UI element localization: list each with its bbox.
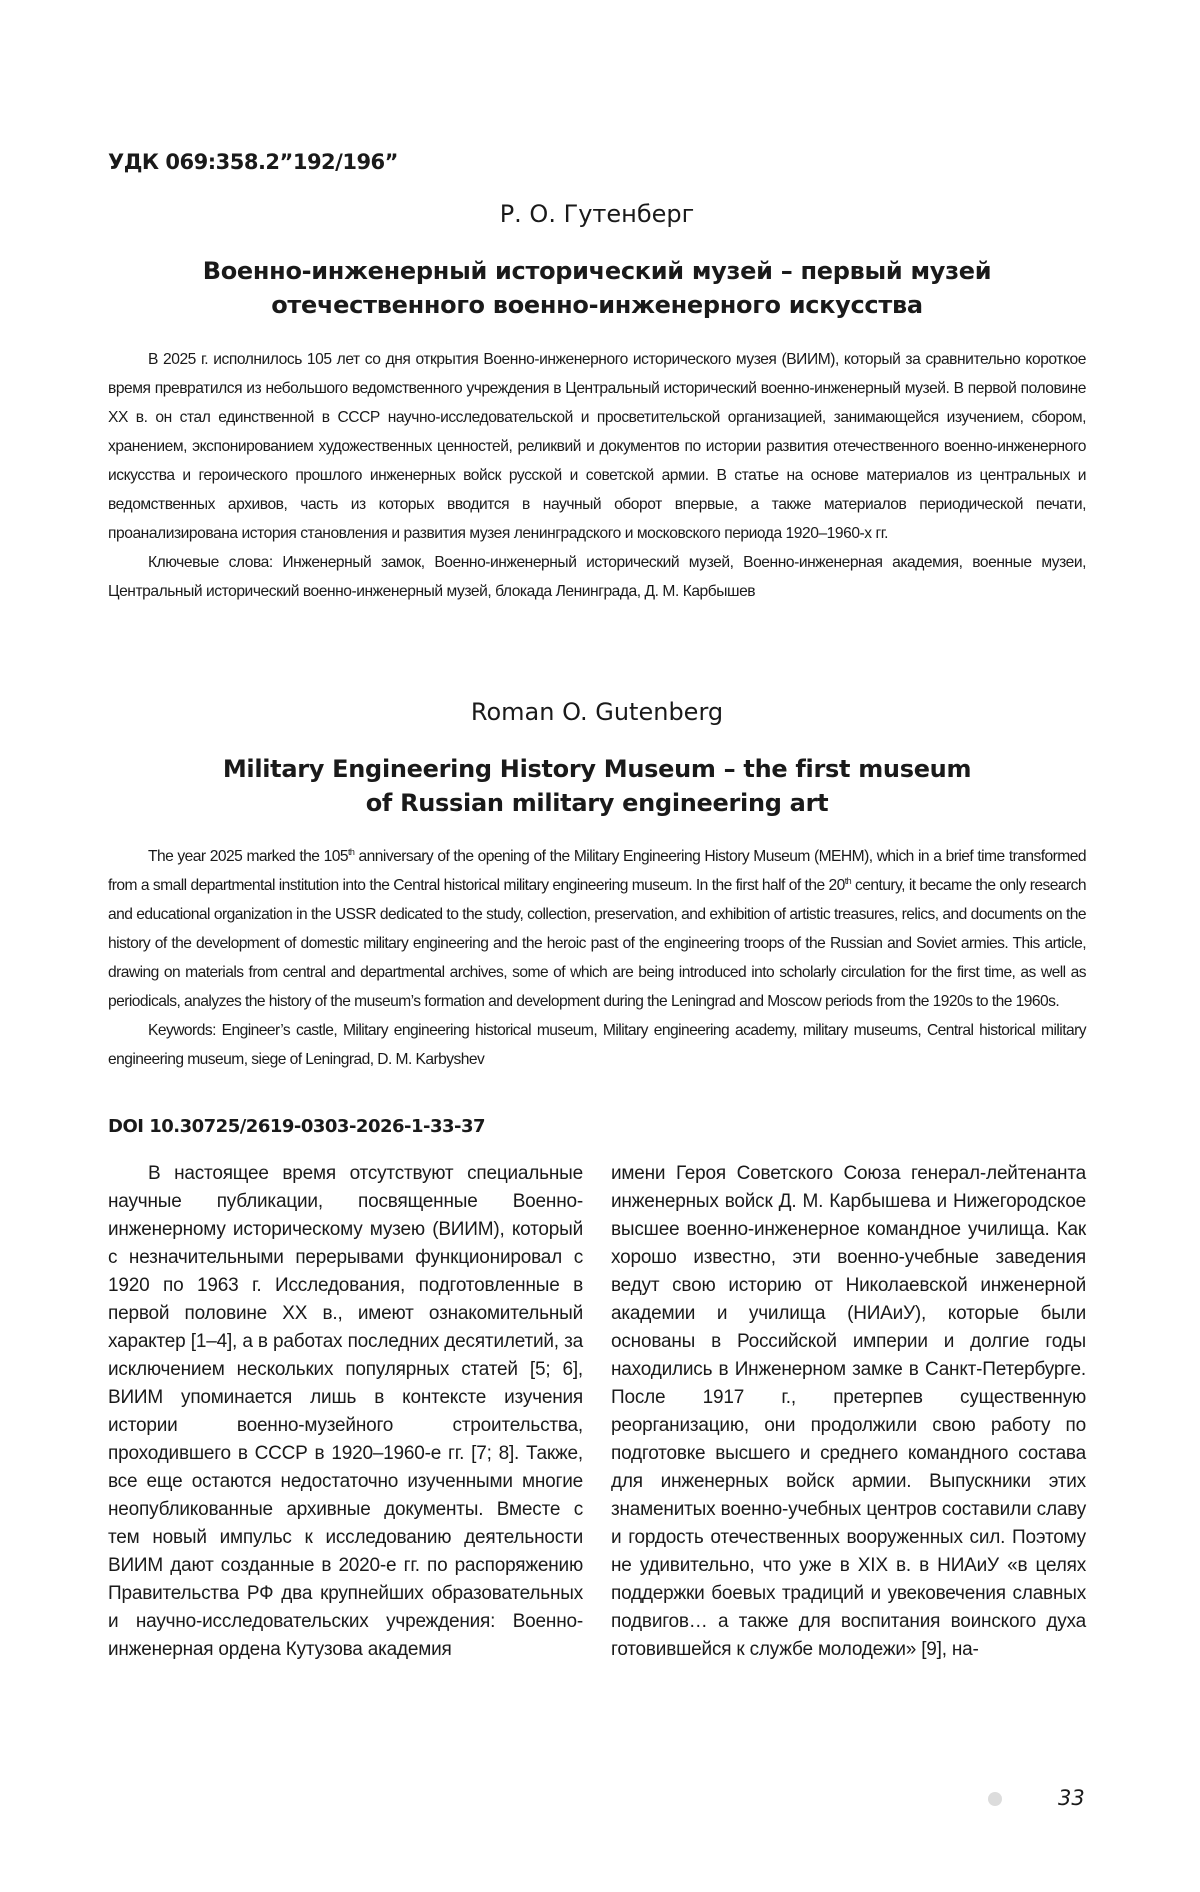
body-left-paragraph: В настоящее время отсутствуют специальные научные публикации, посвященные Военно-инженерному историческому музею (ВИИМ), который с незначительными перерывами функционировал с 1920 по 1963 г. Исследования, подготовленные в первой половине XX в., имеют ознакомительный характер [1–4], а в работах последних десятилетий, за исключением нескольких популярных статей [5; 6], ВИИМ упоминается лишь в контексте изучения истории военно-музейного строительства, проходившего в СССР в 1920–1960-е гг. [7; 8]. Также, все еще остаются недостаточно изученными многие неопубликованные архивные документы. Вместе с тем новый импульс к исследованию деятельности ВИИМ дают созданные в 2020-е гг. по распоряжению Правительства РФ два крупнейших образовательных и научно-исследовательских учреждения: Военно-инженерная ордена Кутузова академия [108,1163,583,1660]
abstract-ru [108,345,1086,606]
author-en: Roman O. Gutenberg [470,698,724,726]
title-en-line2: of Russian military engineering art [365,789,829,817]
title-ru-line1: Военно-инженерный исторический музей – первый музей [202,257,992,285]
body-left-column [108,1160,583,1664]
abstract-en-text: The year 2025 marked the 105th anniversary of the opening of the Military Engineering History Museum (MEHM), which in a brief time transformed from a small departmental institution into the Central historical military engineering museum. In the first half of the 20th century, it became the only research and educational organization in the USSR dedicated to the study, collection, preservation, and exhibition of artistic treasures, relics, and documents on the history of the development of domestic military engineering and the heroic past of the engineering troops of the Russian and Soviet armies. This article, drawing on materials from central and departmental archives, some of which are being introduced into scholarly circulation for the first time, as well as periodicals, analyzes the history of the museum’s formation and development during the Leningrad and Moscow periods from the 1920s to the 1960s. [108,846,1087,1010]
keywords-en: Keywords: Engineer’s castle, Military engineering historical museum, Military engineering academy, military museums, Central historical military engineering museum, siege of Leningrad, D. M. Karbyshev [108,1022,1086,1068]
decorative-dot [988,1792,1002,1806]
title-en-line1: Military Engineering History Museum – the first museum [222,755,972,783]
abstract-en [108,842,1086,1074]
page-number: 33 [1058,1786,1085,1810]
body-right-paragraph: имени Героя Советского Союза генерал-лейтенанта инженерных войск Д. М. Карбышева и Нижегородское высшее военно-инженерное командное училища. Как хорошо известно, эти военно-учебные заведения ведут свою историю от Николаевской инженерной академии и училища (НИАиУ), которые были основаны в Российской империи и долгие годы находились в Инженерном замке в Санкт-Петербурге. После 1917 г., претерпев существенную реорганизацию, они продолжили свою работу по подготовке высшего и среднего командного состава для инженерных войск армии. Выпускники этих знаменитых военно-учебных центров составили славу и гордость отечественных вооруженных сил. Поэтому не удивительно, что уже в XIX в. в НИАиУ «в целях поддержки боевых традиций и увековечения славных подвигов… а также для воспитания воинского духа готовившейся к службе молодежи» [9], на- [611,1163,1086,1660]
keywords-ru: Ключевые слова: Инженерный замок, Военно-инженерный исторический музей, Военно-инженерная академия, военные музеи, Центральный исторический военно-инженерный музей, блокада Ленинграда, Д. М. Карбышев [108,554,1086,600]
udc-code: УДК 069:358.2”192/196” [108,150,398,174]
title-en [108,752,1086,820]
title-ru [108,254,1086,322]
title-ru-line2: отечественного военно-инженерного искусства [271,291,923,319]
abstract-ru-text: В 2025 г. исполнилось 105 лет со дня открытия Военно-инженерного исторического музея (ВИИМ), который за сравнительно короткое время превратился из небольшого ведомственного учреждения в Центральный исторический военно-инженерный музей. В первой половине XX в. он стал единственной в СССР научно-исследовательской и просветительской организацией, занимающейся изучением, сбором, хранением, экспонированием художественных ценностей, реликвий и документов по истории развития отечественного военно-инженерного искусства и героического прошлого инженерных войск русской и советской армии. В статье на основе материалов из центральных и ведомственных архивов, часть из которых вводится в научный оборот впервые, а также материалов периодической печати, проанализирована история становления и развития музея ленинградского и московского периода 1920–1960-х гг. [108,351,1086,542]
doi: DOI 10.30725/2619-0303-2026-1-33-37 [108,1116,486,1137]
body-right-column [611,1160,1086,1664]
author-ru: Р. О. Гутенберг [499,200,695,228]
